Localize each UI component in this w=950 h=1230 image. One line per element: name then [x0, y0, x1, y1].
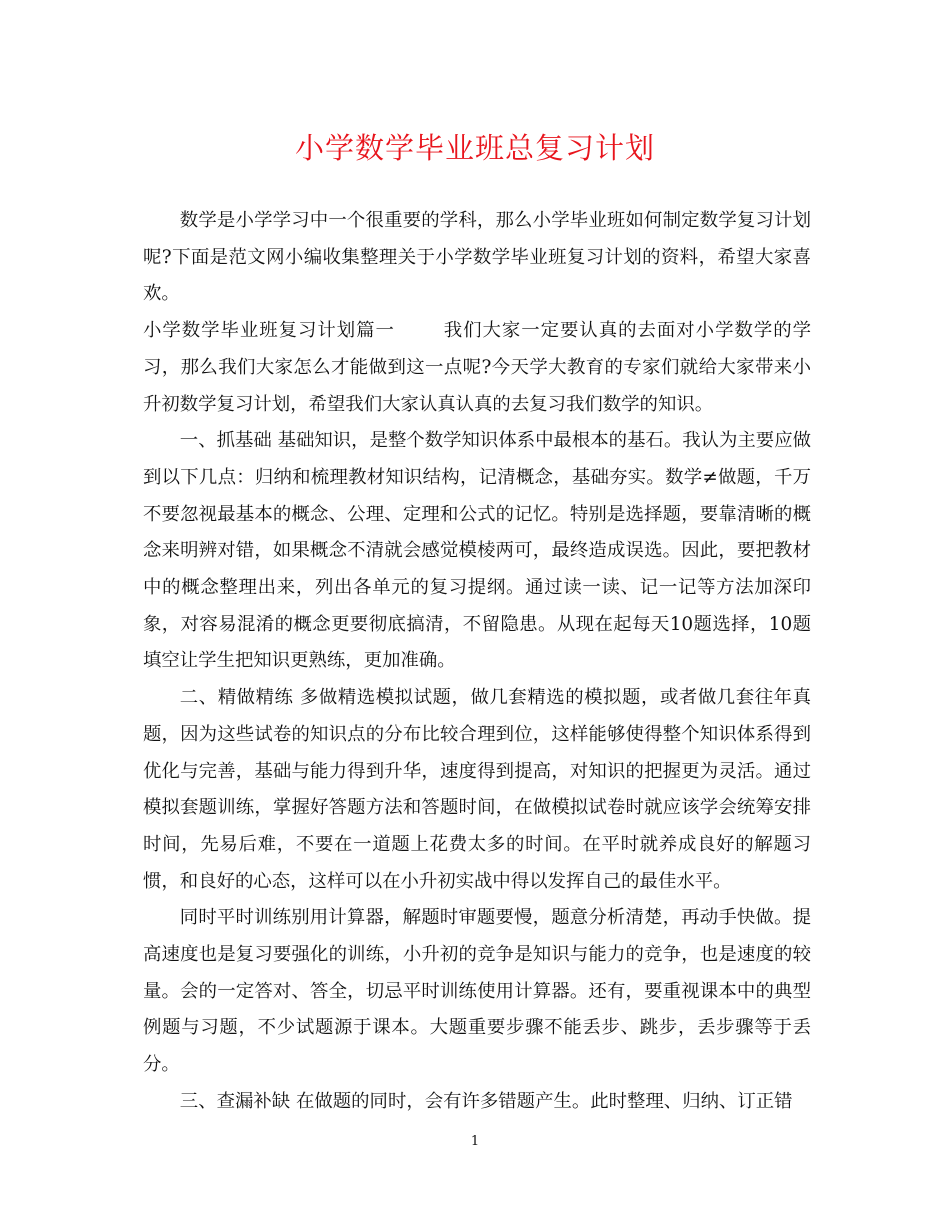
paragraph-basics: 一、抓基础 基础知识，是整个数学知识体系中最根本的基石。我认为主要应做到以下几点：归纳和梳理教材知识结构，记清概念，基础夯实。数学≠做题，千万不要忽视最基本的概念、公理、定理和公式的记忆。特别是选择题，要靠清晰的概念来明辨对错，如果概念不清就会感觉模棱两可，最终造成误选。因此，要把教材中的概念整理出来，列出各单元的复习提纲。通过读一读、记一记等方法加深印象，对容易混淆的概念更要彻底搞清，不留隐患。从现在起每天10题选择，10题填空让学生把知识更熟练，更加准确。	[143, 430, 811, 672]
section-intro-text: 我们大家一定要认真的去面对小学数学的学习，那么我们大家怎么才能做到这一点呢?今天学大教育的专家们就给大家带来小升初数学复习计划，希望我们大家认真认真的去复习我们数学的知识。	[143, 320, 811, 415]
paragraph-practice: 二、精做精练 多做精选模拟试题，做几套精选的模拟题，或者做几套往年真题，因为这些试卷的知识点的分布比较合理到位，这样能够使得整个知识体系得到优化与完善，基础与能力得到升华，速度得到提高，对知识的把握更为灵活。通过模拟套题训练，掌握好答题方法和答题时间，在做模拟试卷时就应该学会统筹安排时间，先易后难，不要在一道题上花费太多的时间。在平时就养成良好的解题习惯，和良好的心态，这样可以在小升初实战中得以发挥自己的最佳水平。	[143, 687, 811, 892]
paragraph-review-gaps: 三、查漏补缺 在做题的同时，会有许多错题产生。此时整理、归纳、订正错	[179, 1090, 793, 1112]
intro-paragraph: 数学是小学学习中一个很重要的学科，那么小学毕业班如何制定数学复习计划呢?下面是范文网小编收集整理关于小学数学毕业班复习计划的资料，希望大家喜欢。	[143, 210, 811, 305]
paragraph-calculator: 同时平时训练别用计算器，解题时审题要慢，题意分析清楚，再动手快做。提高速度也是复习要强化的训练，小升初的竞争是知识与能力的竞争，也是速度的较量。会的一定答对、答全，切忌平时训练使用计算器。还有，要重视课本中的典型例题与习题，不少试题源于课本。大题重要步骤不能丢步、跳步，丢步骤等于丢分。	[143, 907, 811, 1076]
document-title: 小学数学毕业班总复习计划	[294, 131, 655, 165]
page-number: 1	[470, 1134, 480, 1149]
document-body	[143, 203, 811, 1121]
section-paragraph	[143, 313, 811, 423]
section-heading: 小学数学毕业班复习计划篇一	[143, 320, 395, 342]
